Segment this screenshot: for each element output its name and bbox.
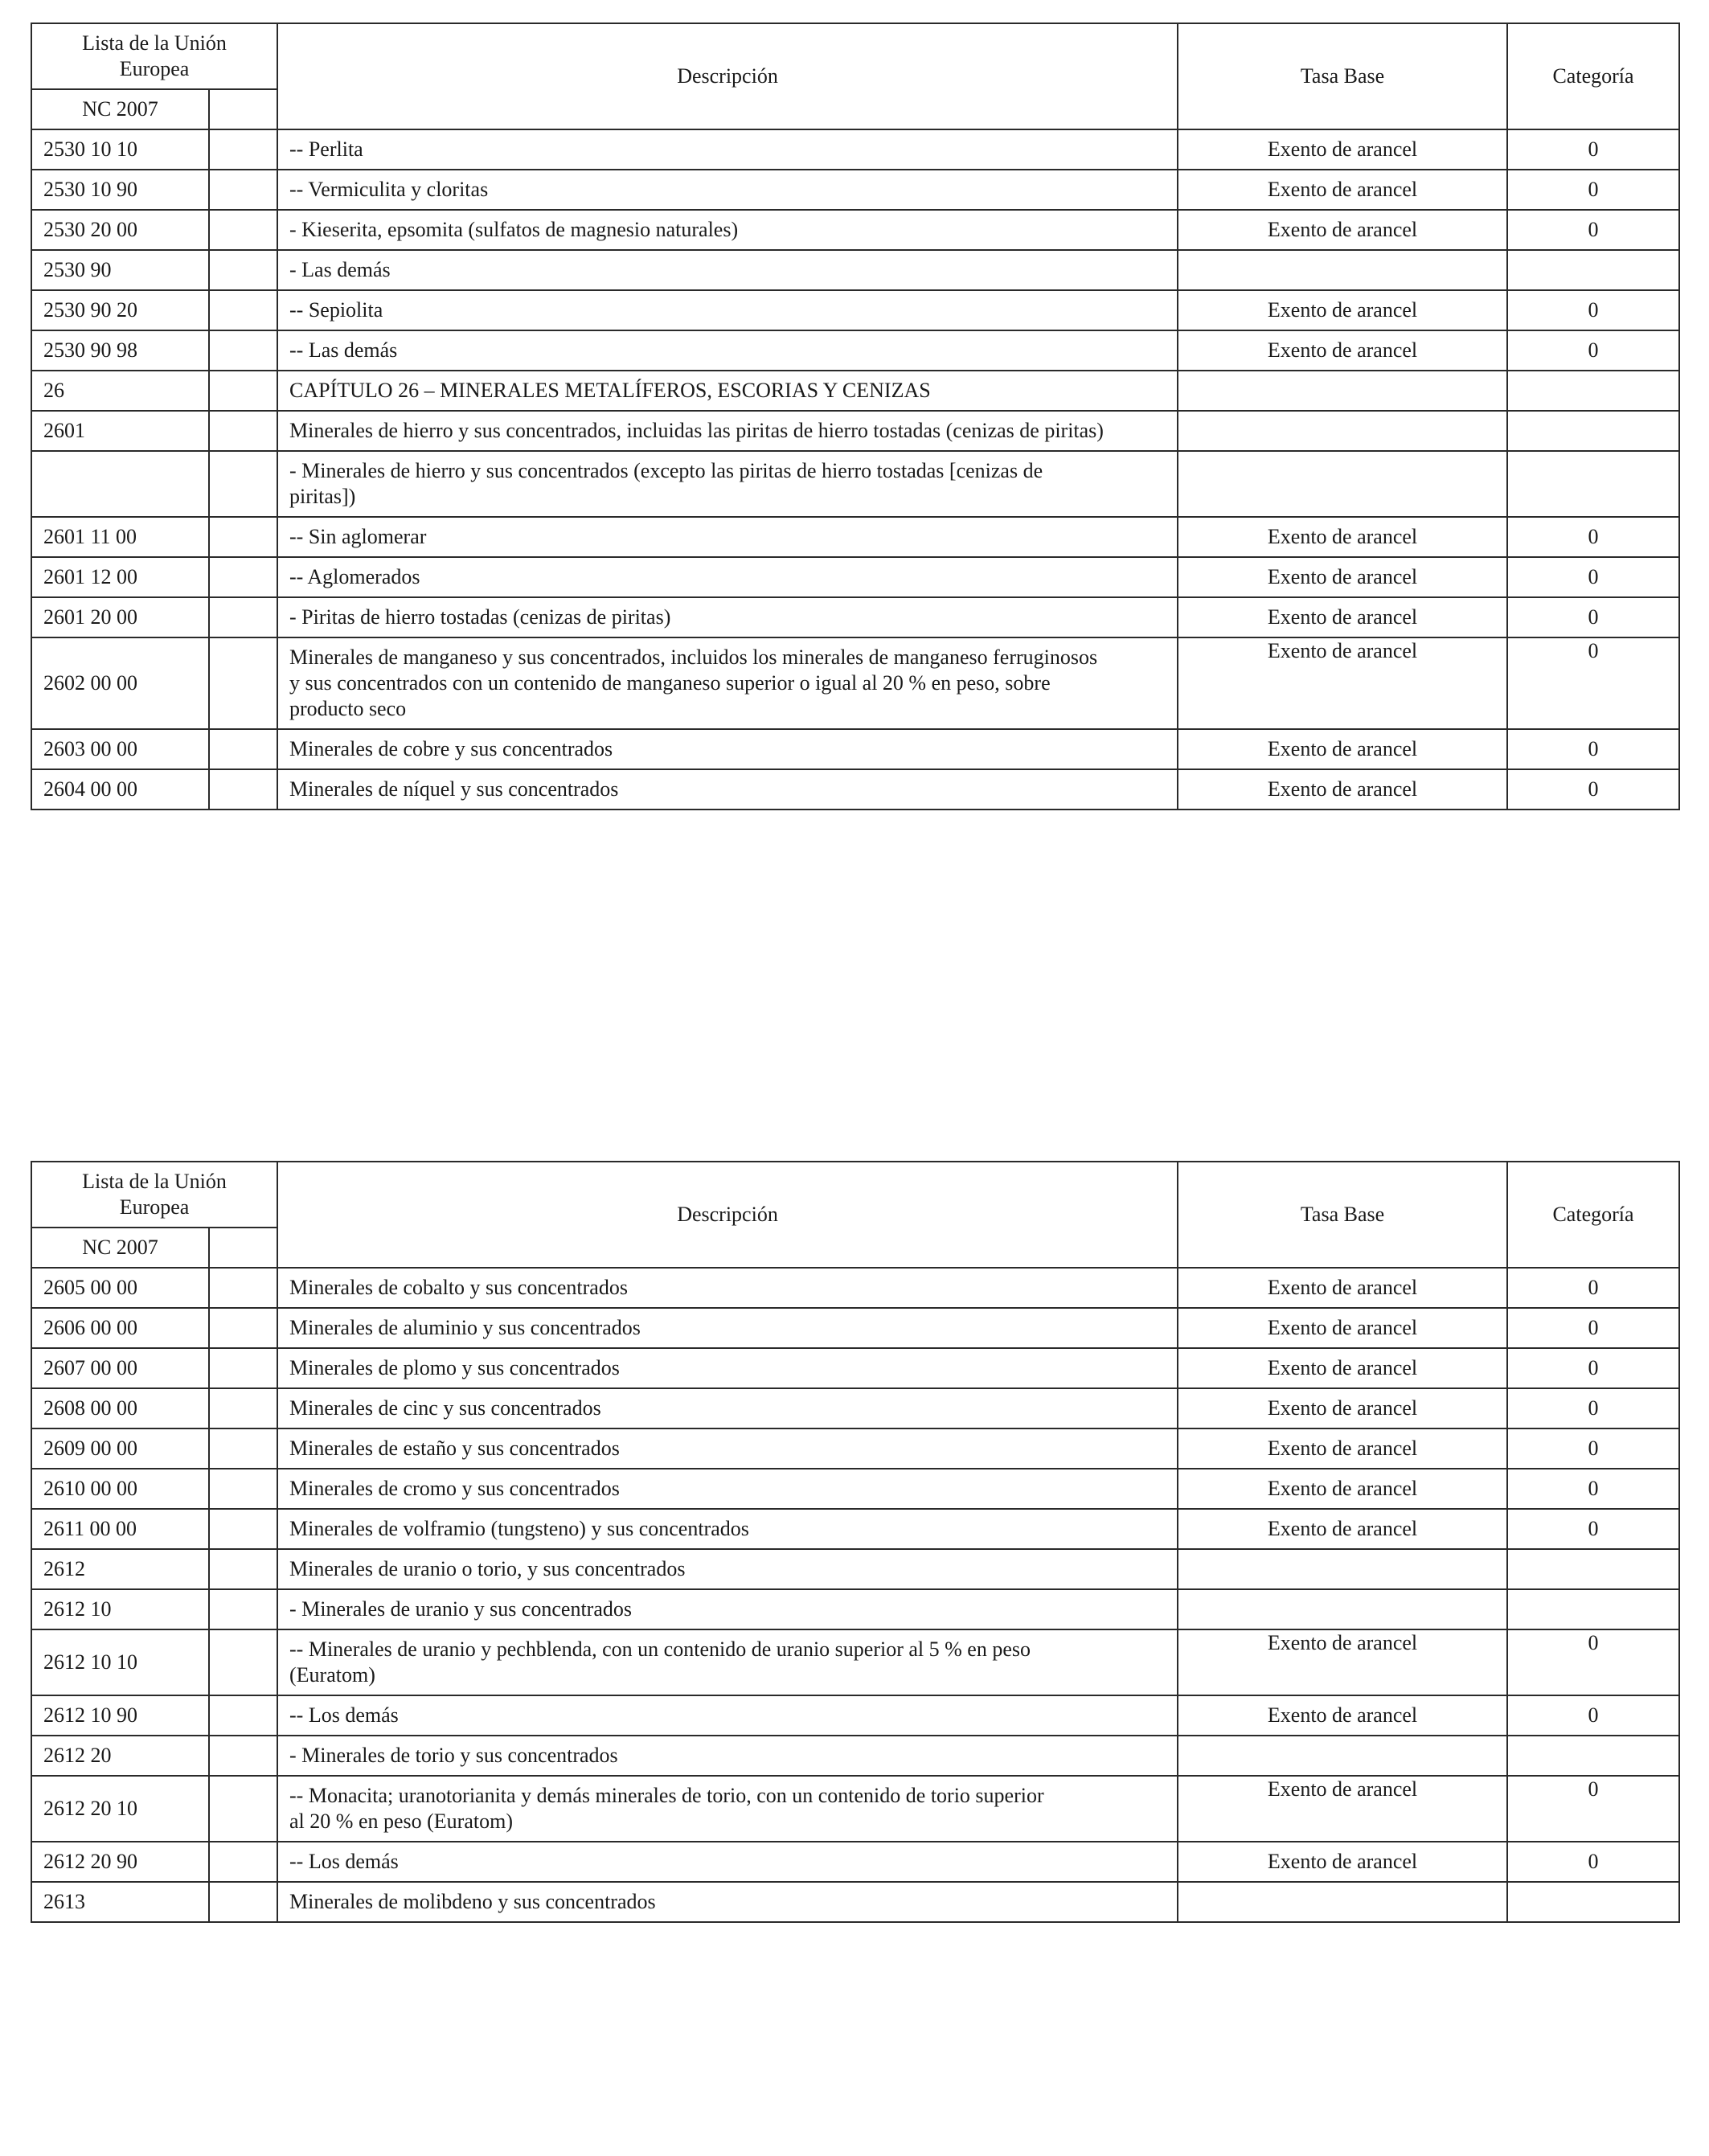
- table-row: [31, 170, 1679, 210]
- cell-category: 0: [1507, 1348, 1679, 1388]
- cell-category: 0: [1507, 129, 1679, 170]
- table-row: [31, 1882, 1679, 1922]
- cell-description: -- Las demás: [277, 330, 1178, 371]
- cell-description: -- Sepiolita: [277, 290, 1178, 330]
- cell-blank: [209, 1589, 277, 1629]
- cell-base-rate: Exento de arancel: [1178, 1629, 1507, 1695]
- header-description: Descripción: [277, 23, 1178, 129]
- cell-blank: [209, 1629, 277, 1695]
- cell-category: 0: [1507, 170, 1679, 210]
- table-row: [31, 411, 1679, 451]
- cell-category: 0: [1507, 1776, 1679, 1842]
- header-list-label: Lista de la Unión Europea: [31, 23, 277, 89]
- header-row: [31, 1162, 1679, 1228]
- cell-blank: [209, 637, 277, 729]
- cell-blank: [209, 1469, 277, 1509]
- cell-blank: [209, 1428, 277, 1469]
- table-row: [31, 371, 1679, 411]
- cell-base-rate: Exento de arancel: [1178, 290, 1507, 330]
- cell-code: 2613: [31, 1882, 209, 1922]
- tariff-table-2: [31, 1161, 1680, 1923]
- cell-blank: [209, 597, 277, 637]
- cell-blank: [209, 1268, 277, 1308]
- cell-description: - Minerales de torio y sus concentrados: [277, 1736, 1178, 1776]
- table-row: [31, 1842, 1679, 1882]
- cell-code: 2601: [31, 411, 209, 451]
- table-row: [31, 1509, 1679, 1549]
- cell-description: -- Vermiculita y cloritas: [277, 170, 1178, 210]
- cell-code: 2601 11 00: [31, 517, 209, 557]
- cell-category: 0: [1507, 210, 1679, 250]
- cell-base-rate: Exento de arancel: [1178, 1348, 1507, 1388]
- table-row: [31, 210, 1679, 250]
- cell-description: -- Minerales de uranio y pechblenda, con un contenido de uranio superior al 5 % en peso (Euratom): [277, 1629, 1178, 1695]
- cell-code: 2612 10: [31, 1589, 209, 1629]
- cell-category: [1507, 411, 1679, 451]
- cell-blank: [209, 729, 277, 769]
- cell-base-rate: Exento de arancel: [1178, 1842, 1507, 1882]
- table-row: [31, 597, 1679, 637]
- header-base-rate: Tasa Base: [1178, 1162, 1507, 1268]
- table-row: [31, 517, 1679, 557]
- cell-code: 2530 10 90: [31, 170, 209, 210]
- cell-base-rate: Exento de arancel: [1178, 1469, 1507, 1509]
- cell-category: 0: [1507, 1469, 1679, 1509]
- cell-description: -- Sin aglomerar: [277, 517, 1178, 557]
- cell-blank: [209, 1549, 277, 1589]
- cell-blank: [209, 1308, 277, 1348]
- header-row: [31, 23, 1679, 89]
- table-row: [31, 729, 1679, 769]
- header-category: Categoría: [1507, 1162, 1679, 1268]
- cell-blank: [209, 290, 277, 330]
- cell-blank: [209, 517, 277, 557]
- cell-code: 2612 20 90: [31, 1842, 209, 1882]
- cell-description: - Minerales de uranio y sus concentrados: [277, 1589, 1178, 1629]
- cell-blank: [209, 250, 277, 290]
- table-row: [31, 1469, 1679, 1509]
- cell-description: Minerales de estaño y sus concentrados: [277, 1428, 1178, 1469]
- cell-code: 2604 00 00: [31, 769, 209, 810]
- cell-description: - Las demás: [277, 250, 1178, 290]
- cell-base-rate: Exento de arancel: [1178, 170, 1507, 210]
- cell-description: Minerales de cromo y sus concentrados: [277, 1469, 1178, 1509]
- cell-category: 0: [1507, 1842, 1679, 1882]
- cell-code: 2605 00 00: [31, 1268, 209, 1308]
- cell-code: 2612: [31, 1549, 209, 1589]
- cell-description: - Piritas de hierro tostadas (cenizas de piritas): [277, 597, 1178, 637]
- cell-description: -- Monacita; uranotorianita y demás minerales de torio, con un contenido de torio superior al 20 % en peso (Euratom): [277, 1776, 1178, 1842]
- cell-base-rate: [1178, 1549, 1507, 1589]
- cell-base-rate: Exento de arancel: [1178, 1308, 1507, 1348]
- cell-description: Minerales de níquel y sus concentrados: [277, 769, 1178, 810]
- cell-base-rate: Exento de arancel: [1178, 1509, 1507, 1549]
- header-nc-2007: NC 2007: [31, 1228, 209, 1268]
- table-row: [31, 557, 1679, 597]
- cell-base-rate: Exento de arancel: [1178, 129, 1507, 170]
- cell-base-rate: Exento de arancel: [1178, 1776, 1507, 1842]
- cell-description: Minerales de manganeso y sus concentrados, incluidos los minerales de manganeso ferruginosos y sus concentrados con un contenido de manganeso superior o igual al 20 % en peso, sobre producto seco: [277, 637, 1178, 729]
- cell-code: 26: [31, 371, 209, 411]
- cell-blank: [209, 411, 277, 451]
- tariff-table-1: [31, 23, 1680, 810]
- cell-code: [31, 451, 209, 517]
- cell-category: 0: [1507, 769, 1679, 810]
- cell-base-rate: Exento de arancel: [1178, 1388, 1507, 1428]
- table-row: [31, 290, 1679, 330]
- cell-category: [1507, 1882, 1679, 1922]
- cell-code: 2609 00 00: [31, 1428, 209, 1469]
- cell-base-rate: [1178, 250, 1507, 290]
- table-row: [31, 1589, 1679, 1629]
- cell-description: -- Perlita: [277, 129, 1178, 170]
- cell-blank: [209, 1509, 277, 1549]
- cell-blank: [209, 451, 277, 517]
- cell-category: 0: [1507, 597, 1679, 637]
- table-row: [31, 1695, 1679, 1736]
- cell-description: Minerales de cobalto y sus concentrados: [277, 1268, 1178, 1308]
- header-blank-cell: [209, 1228, 277, 1268]
- cell-description: -- Los demás: [277, 1842, 1178, 1882]
- cell-code: 2610 00 00: [31, 1469, 209, 1509]
- header-base-rate: Tasa Base: [1178, 23, 1507, 129]
- cell-blank: [209, 1776, 277, 1842]
- cell-category: 0: [1507, 290, 1679, 330]
- table-row: [31, 1388, 1679, 1428]
- cell-category: 0: [1507, 1268, 1679, 1308]
- table-row: [31, 1308, 1679, 1348]
- cell-blank: [209, 1388, 277, 1428]
- cell-code: 2530 90 20: [31, 290, 209, 330]
- table-row: [31, 250, 1679, 290]
- cell-code: 2530 90 98: [31, 330, 209, 371]
- cell-code: 2607 00 00: [31, 1348, 209, 1388]
- cell-base-rate: Exento de arancel: [1178, 769, 1507, 810]
- cell-code: 2612 20 10: [31, 1776, 209, 1842]
- cell-code: 2608 00 00: [31, 1388, 209, 1428]
- cell-description: Minerales de cobre y sus concentrados: [277, 729, 1178, 769]
- cell-base-rate: [1178, 1882, 1507, 1922]
- cell-base-rate: [1178, 1589, 1507, 1629]
- cell-code: 2602 00 00: [31, 637, 209, 729]
- cell-code: 2612 10 90: [31, 1695, 209, 1736]
- cell-category: 0: [1507, 1629, 1679, 1695]
- table-row: [31, 1736, 1679, 1776]
- cell-category: [1507, 371, 1679, 411]
- cell-category: 0: [1507, 1308, 1679, 1348]
- header-nc-2007: NC 2007: [31, 89, 209, 129]
- table-row: [31, 1549, 1679, 1589]
- cell-blank: [209, 371, 277, 411]
- header-blank-cell: [209, 89, 277, 129]
- cell-code: 2530 10 10: [31, 129, 209, 170]
- cell-category: 0: [1507, 517, 1679, 557]
- table-row: [31, 769, 1679, 810]
- table-row: [31, 330, 1679, 371]
- cell-code: 2530 20 00: [31, 210, 209, 250]
- table-row: [31, 1348, 1679, 1388]
- cell-base-rate: Exento de arancel: [1178, 557, 1507, 597]
- cell-category: 0: [1507, 1509, 1679, 1549]
- header-category: Categoría: [1507, 23, 1679, 129]
- cell-base-rate: [1178, 371, 1507, 411]
- cell-blank: [209, 557, 277, 597]
- cell-blank: [209, 1348, 277, 1388]
- cell-category: [1507, 1736, 1679, 1776]
- cell-category: 0: [1507, 557, 1679, 597]
- cell-category: [1507, 250, 1679, 290]
- cell-code: 2530 90: [31, 250, 209, 290]
- cell-base-rate: Exento de arancel: [1178, 637, 1507, 729]
- tariff-table-2-body: [31, 1162, 1679, 1922]
- cell-base-rate: Exento de arancel: [1178, 729, 1507, 769]
- cell-description: -- Aglomerados: [277, 557, 1178, 597]
- cell-description: Minerales de molibdeno y sus concentrados: [277, 1882, 1178, 1922]
- cell-code: 2601 20 00: [31, 597, 209, 637]
- cell-blank: [209, 210, 277, 250]
- cell-base-rate: Exento de arancel: [1178, 597, 1507, 637]
- cell-blank: [209, 170, 277, 210]
- cell-code: 2612 20: [31, 1736, 209, 1776]
- cell-category: [1507, 1589, 1679, 1629]
- table-row: [31, 129, 1679, 170]
- cell-base-rate: Exento de arancel: [1178, 1268, 1507, 1308]
- header-description: Descripción: [277, 1162, 1178, 1268]
- cell-base-rate: [1178, 411, 1507, 451]
- cell-base-rate: Exento de arancel: [1178, 1695, 1507, 1736]
- table-row: [31, 1629, 1679, 1695]
- cell-description: Minerales de cinc y sus concentrados: [277, 1388, 1178, 1428]
- cell-code: 2603 00 00: [31, 729, 209, 769]
- cell-description: Minerales de volframio (tungsteno) y sus concentrados: [277, 1509, 1178, 1549]
- cell-blank: [209, 330, 277, 371]
- cell-category: 0: [1507, 330, 1679, 371]
- cell-category: 0: [1507, 1428, 1679, 1469]
- cell-category: 0: [1507, 1695, 1679, 1736]
- cell-description: CAPÍTULO 26 – MINERALES METALÍFEROS, ESCORIAS Y CENIZAS: [277, 371, 1178, 411]
- cell-code: 2612 10 10: [31, 1629, 209, 1695]
- cell-category: [1507, 1549, 1679, 1589]
- cell-code: 2601 12 00: [31, 557, 209, 597]
- cell-description: -- Los demás: [277, 1695, 1178, 1736]
- cell-description: Minerales de plomo y sus concentrados: [277, 1348, 1178, 1388]
- header-list-label: Lista de la Unión Europea: [31, 1162, 277, 1228]
- cell-category: 0: [1507, 729, 1679, 769]
- cell-base-rate: [1178, 451, 1507, 517]
- cell-base-rate: Exento de arancel: [1178, 1428, 1507, 1469]
- cell-category: 0: [1507, 1388, 1679, 1428]
- cell-code: 2611 00 00: [31, 1509, 209, 1549]
- cell-category: 0: [1507, 637, 1679, 729]
- table-row: [31, 1776, 1679, 1842]
- cell-blank: [209, 1842, 277, 1882]
- cell-description: Minerales de hierro y sus concentrados, incluidas las piritas de hierro tostadas (cenizas de piritas): [277, 411, 1178, 451]
- cell-blank: [209, 1695, 277, 1736]
- cell-base-rate: Exento de arancel: [1178, 330, 1507, 371]
- cell-blank: [209, 129, 277, 170]
- cell-description: - Kieserita, epsomita (sulfatos de magnesio naturales): [277, 210, 1178, 250]
- table-row: [31, 1428, 1679, 1469]
- cell-category: [1507, 451, 1679, 517]
- cell-blank: [209, 769, 277, 810]
- table-row: [31, 451, 1679, 517]
- cell-description: - Minerales de hierro y sus concentrados (excepto las piritas de hierro tostadas [cenizas de piritas]): [277, 451, 1178, 517]
- cell-blank: [209, 1882, 277, 1922]
- tariff-table-1-body: [31, 23, 1679, 810]
- cell-blank: [209, 1736, 277, 1776]
- cell-code: 2606 00 00: [31, 1308, 209, 1348]
- table-row: [31, 1268, 1679, 1308]
- cell-base-rate: Exento de arancel: [1178, 210, 1507, 250]
- cell-base-rate: Exento de arancel: [1178, 517, 1507, 557]
- cell-base-rate: [1178, 1736, 1507, 1776]
- cell-description: Minerales de uranio o torio, y sus concentrados: [277, 1549, 1178, 1589]
- table-row: [31, 637, 1679, 729]
- cell-description: Minerales de aluminio y sus concentrados: [277, 1308, 1178, 1348]
